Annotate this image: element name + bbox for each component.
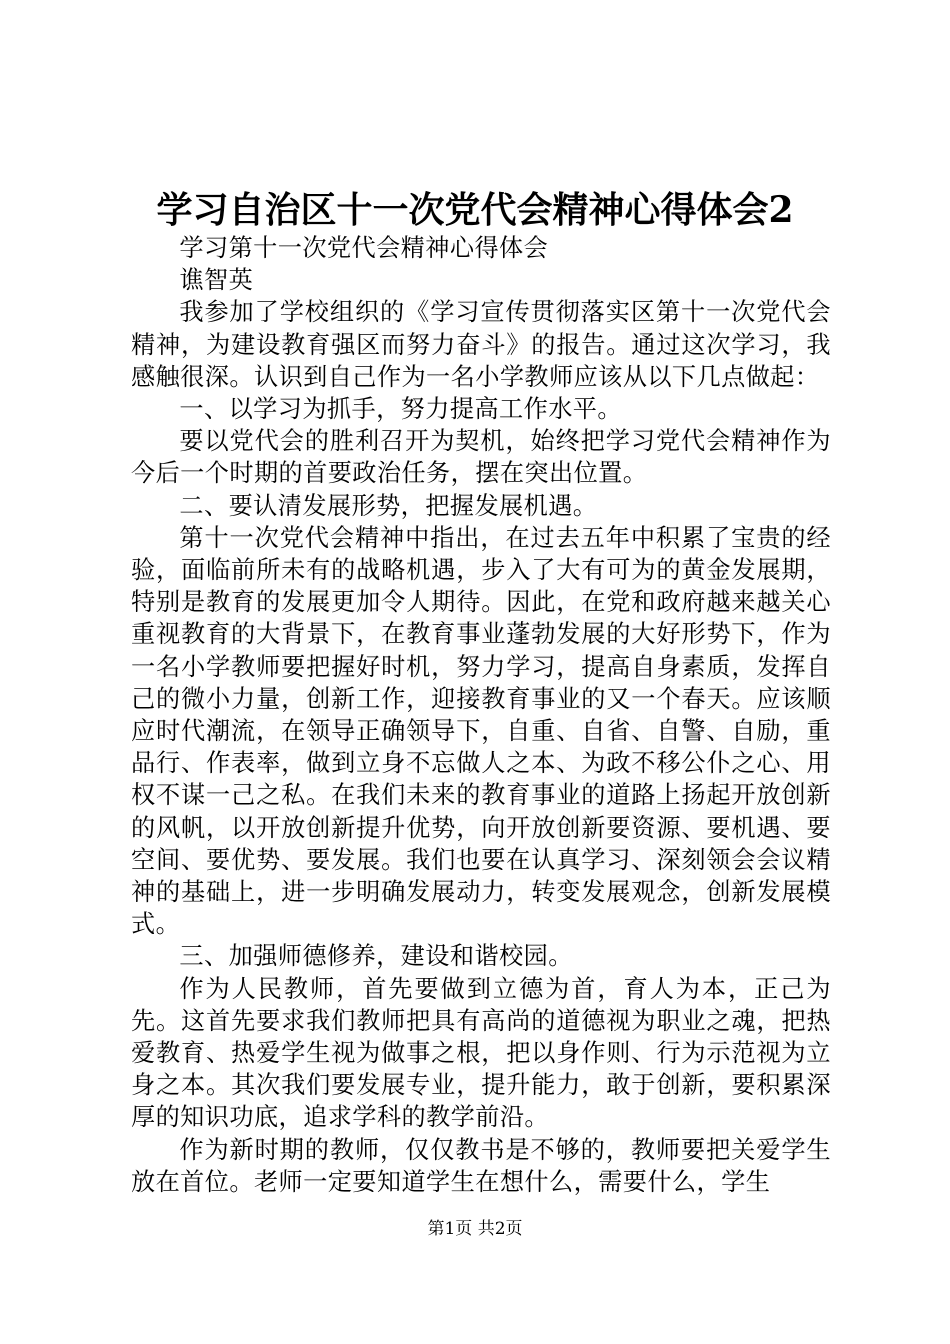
document-title: 学习自治区十一次党代会精神心得体会2 [156, 189, 794, 231]
body-paragraph: 第十一次党代会精神中指出，在过去五年中积累了宝贵的经验，面临前所未有的战略机遇，步入了大有可为的黄金发展期，特别是教育的发展更加令人期待。因此，在党和政府越来越关心重视教育的大背景下，在教育事业蓬勃发展的大好形势下，作为一名小学教师要把握好时机，努力学习，提高自身素质，发挥自己的微小力量，创新工作，迎接教育事业的又一个春天。应该顺应时代潮流，在领导正确领导下，自重、自省、自警、自励，重品行、作表率，做到立身不忘做人之本、为政不移公仆之心、用权不谋一己之私。在我们未来的教育事业的道路上扬起开放创新的风帆，以开放创新提升优势，向开放创新要资源、要机遇、要空间、要优势、要发展。我们也要在认真学习、深刻领会会议精神的基础上，进一步明确发展动力，转变发展观念，创新发展模式。 [131, 523, 831, 939]
author-paragraph: 谯智英 [179, 266, 254, 295]
subtitle-paragraph: 学习第十一次党代会精神心得体会 [179, 234, 549, 262]
page-footer: 第1页 共2页 [427, 1219, 523, 1239]
body-paragraph: 作为人民教师，首先要做到立德为首，育人为本，正己为先。这首先要求我们教师把具有高尚的道德视为职业之魂，把热爱教育、热爱学生视为做事之根，把以身作则、行为示范视为立身之本。其次我们要发展专业，提升能力，敢于创新，要积累深厚的知识功底，追求学科的教学前沿。 [131, 974, 831, 1132]
body-paragraph: 要以党代会的胜利召开为契机，始终把学习党代会精神作为今后一个时期的首要政治任务，摆在突出位置。 [131, 427, 831, 488]
body-paragraph: 作为新时期的教师，仅仅教书是不够的，教师要把关爱学生放在首位。老师一定要知道学生在想什么，需要什么，学生 [131, 1135, 831, 1196]
body-paragraph: 我参加了学校组织的《学习宣传贯彻落实区第十一次党代会精神，为建设教育强区而努力奋斗》的报告。通过这次学习，我感触很深。认识到自己作为一名小学教师应该从以下几点做起： [131, 298, 831, 391]
section-heading: 二、要认清发展形势，把握发展机遇。 [179, 491, 598, 520]
document-body [131, 232, 831, 1198]
section-heading: 三、加强师德修养，建设和谐校园。 [179, 942, 573, 971]
section-heading: 一、以学习为抓手，努力提高工作水平。 [179, 395, 622, 424]
